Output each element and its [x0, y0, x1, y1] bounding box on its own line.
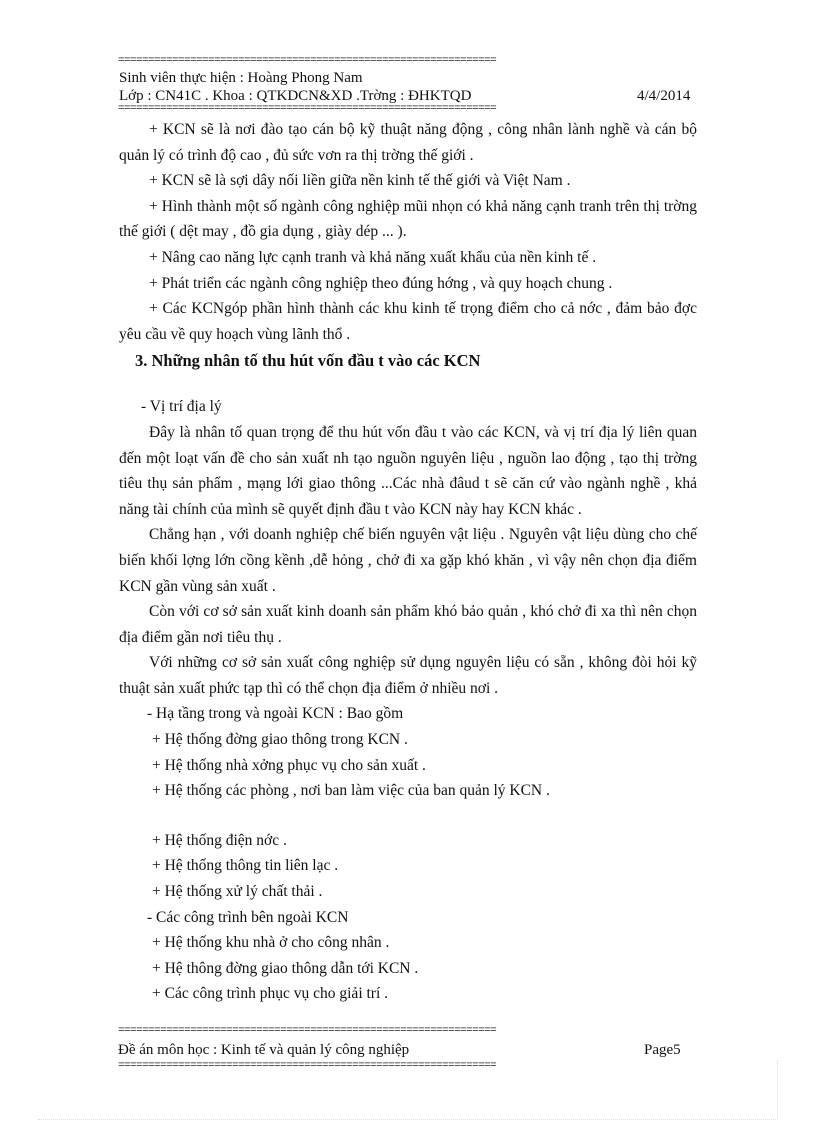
page-edge-right	[777, 1060, 779, 1120]
paragraph: + Phát triển các ngành công nghiệp theo đúng hớng , và quy hoạch chung .	[149, 274, 613, 292]
student-line	[119, 69, 363, 87]
list-item: + Các công trình phục vụ cho giải trí .	[152, 985, 389, 1003]
paragraph: + Các KCNgóp phần hình thành các khu kinh tế trọng điểm cho cả nớc , đảm bảo đợc yêu cầu về quy hoạch vùng lãnh thổ .	[119, 300, 697, 343]
paragraph: Còn với cơ sở sản xuất kinh doanh sản phẩm khó bảo quản , khó chở đi xa thì nên chọn địa điểm gần nơi tiêu thụ .	[119, 603, 697, 646]
paragraph: Đây là nhân tố quan trọng để thu hút vốn đầu t vào các KCN, và vị trí địa lý liên quan đến một loạt vấn đề cho sản xuất nh tạo nguồn nguyên liệu , nguồn lao động , tạo thị trờng tiêu thụ sản phẩm , mạng lới giao thông ...Các nhà đâud t sẽ căn cứ vào ngành nghề , khả năng tài chính của mình sẽ quyết định đầu t vào KCN này hay KCN khác .	[119, 423, 697, 518]
student-name: Sinh viên thực hiện : Hoàng Phong Nam	[119, 70, 363, 86]
paragraph: Với những cơ sở sản xuất công nghiệp sử dụng nguyên liệu có sẵn , không đòi hỏi kỹ thuật sản xuất phức tạp thì có thể chọn địa điểm ở nhiều nơi .	[119, 654, 697, 697]
class-info: Lớp : CN41C . Khoa : QTKDCN&XD .Trờng : ĐHKTQD	[119, 88, 472, 104]
list-item: + Hệ thông đờng giao thông dẫn tới KCN .	[152, 959, 419, 977]
footer-bottom-rule: ===============================================================	[118, 1061, 497, 1071]
list-item: + Hệ thống xử lý chất thải .	[152, 883, 323, 901]
list-item: + Hệ thống nhà xởng phục vụ cho sản xuất .	[152, 756, 426, 774]
footer-course: Đề án môn học : Kinh tế và quản lý công nghiệp	[118, 1042, 410, 1058]
list-item: + Hệ thống khu nhà ở cho công nhân .	[152, 934, 390, 952]
list-item: + Hệ thống thông tin liên lạc .	[152, 857, 339, 875]
page-number: Page5	[644, 1042, 681, 1058]
list-heading: - Hạ tầng trong và ngoài KCN : Bao gồm	[147, 705, 404, 723]
header-bottom-rule: ===============================================================	[118, 104, 497, 114]
subsection-label: - Vị trí địa lý	[141, 398, 222, 416]
footer	[118, 1041, 696, 1059]
header-date: 4/4/2014	[637, 88, 691, 104]
header-top-rule: ===============================================================	[118, 56, 497, 66]
footer-top-rule: ===============================================================	[118, 1026, 497, 1036]
page-edge-bottom	[38, 1119, 778, 1120]
document-body	[119, 117, 697, 1007]
list-heading: - Các công trình bên ngoài KCN	[147, 908, 349, 926]
list-item: + Hệ thống đờng giao thông trong KCN .	[152, 731, 408, 749]
paragraph: + Nâng cao năng lực cạnh tranh và khả năng xuất khẩu của nền kinh tế .	[149, 248, 597, 266]
paragraph: + KCN sẽ là sợi dây nối liền giữa nền kinh tế thế giới và Việt Nam .	[149, 172, 571, 190]
paragraph: + Hình thành một số ngành công nghiệp mũi nhọn có khả năng cạnh tranh trên thị trờng thế giới ( dệt may , đồ gia dụng , giày dép ... ).	[119, 197, 697, 241]
paragraph: + KCN sẽ là nơi đào tạo cán bộ kỹ thuật năng động , công nhân lành nghề và cán bộ quản lý có trình độ cao , đủ sức vơn ra thị trờng thế giới .	[119, 121, 697, 164]
section-heading: 3. Những nhân tố thu hút vốn đầu t vào các KCN	[135, 351, 481, 371]
class-line	[119, 87, 691, 105]
list-item: + Hệ thống điện nớc .	[152, 831, 287, 849]
paragraph: Chẳng hạn , với doanh nghiệp chế biến nguyên vật liệu . Nguyên vật liệu dùng cho chế biến khối lợng lớn cồng kềnh ,dễ hỏng , chở đi xa gặp khó khăn , vì vậy nên chọn địa điểm KCN gần vùng sản xuất .	[119, 526, 697, 595]
list-item: + Hệ thống các phòng , nơi ban làm việc của ban quản lý KCN .	[152, 782, 550, 800]
